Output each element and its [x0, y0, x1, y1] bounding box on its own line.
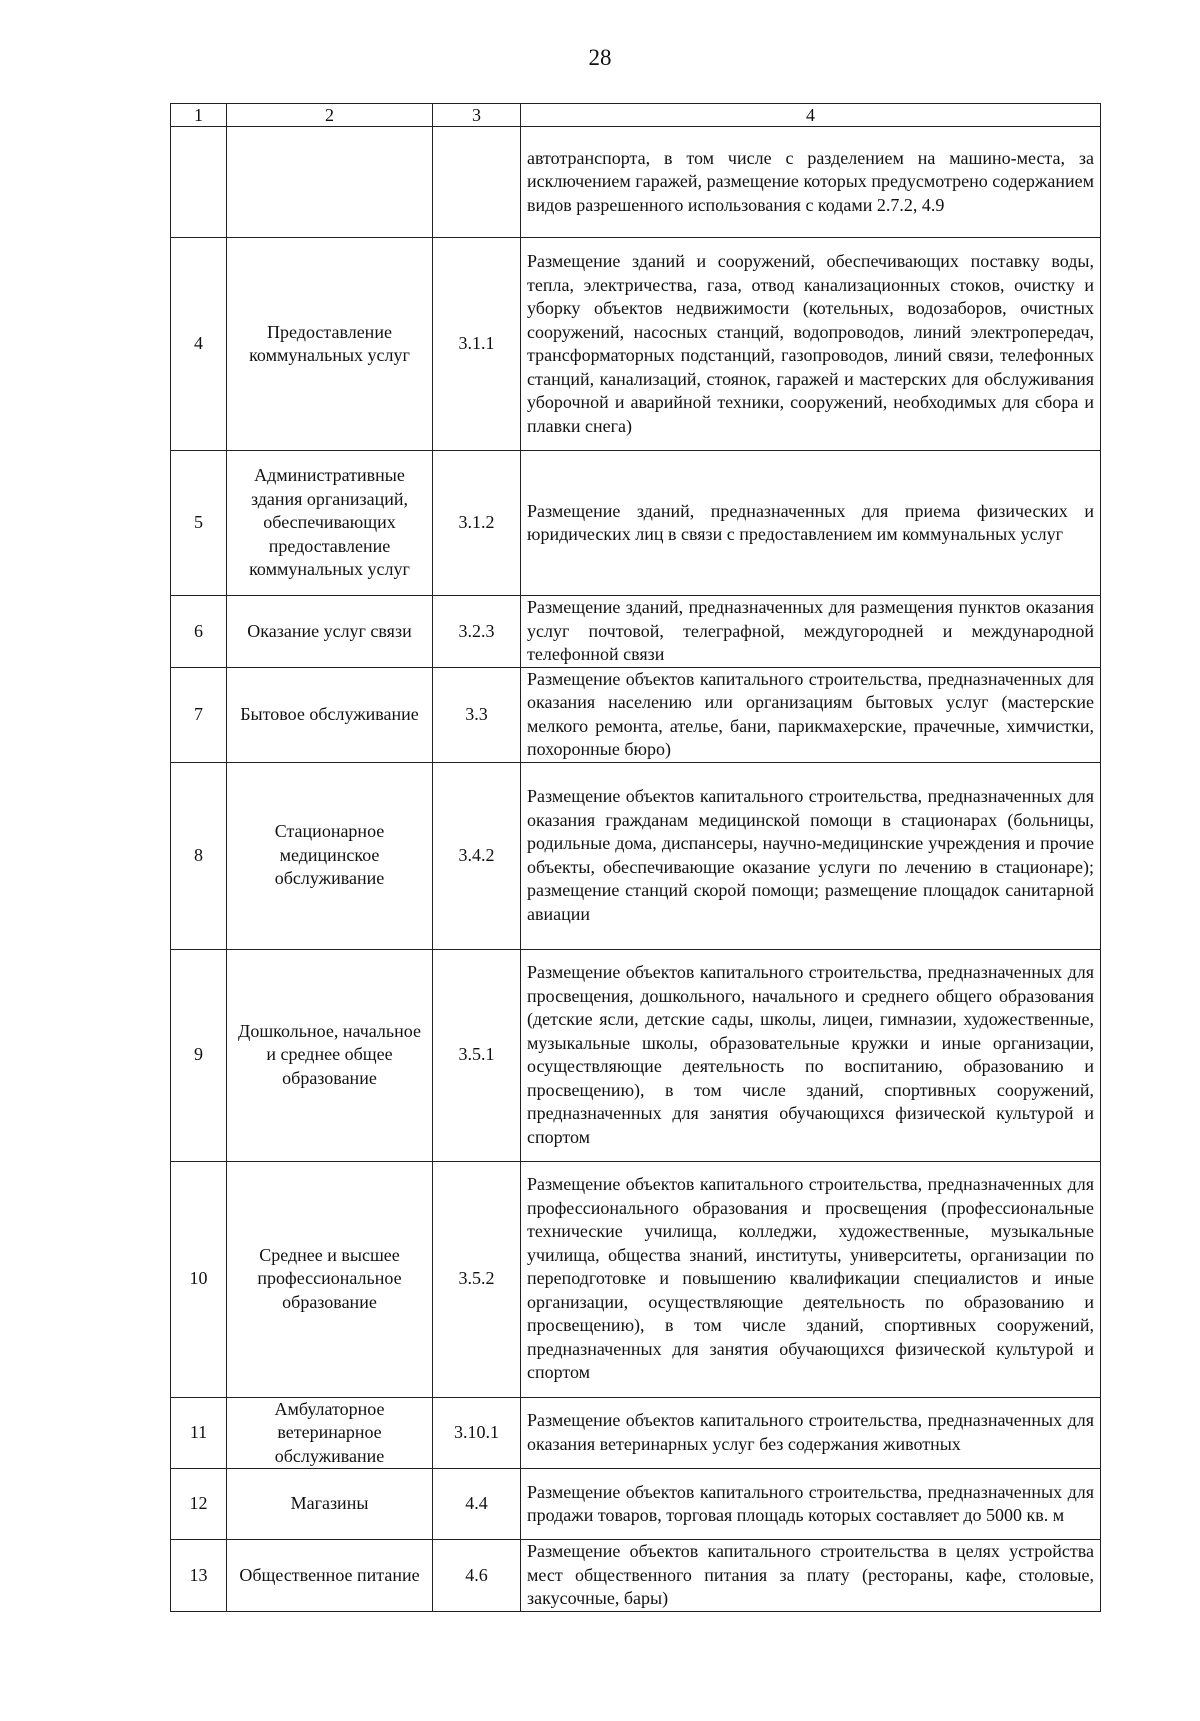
table-header-row: [171, 104, 1101, 127]
column-header-2: 2: [227, 104, 433, 127]
column-header-3: 3: [433, 104, 521, 127]
land-use-name: Бытовое обслуживание: [227, 667, 433, 762]
land-use-name: [227, 127, 433, 238]
table-row: [171, 451, 1101, 596]
land-use-code: 3.2.3: [433, 596, 521, 668]
land-use-code: 3.4.2: [433, 762, 521, 949]
land-use-description: Размещение объектов капитального строительства, предназначенных для оказания гражданам медицинской помощи в стационарах (больницы, родильные дома, диспансеры, научно-медицинские учреждения и прочие объекты, обеспечивающие оказание услуги по лечению в стационаре); размещение станций скорой помощи; размещение площадок санитарной авиации: [521, 762, 1101, 949]
land-use-description: Размещение объектов капитального строительства, предназначенных для профессионального образования и просвещения (профессиональные технические училища, колледжи, художественные, музыкальные училища, общества знаний, институты, университеты, организации по переподготовке и повышению квалификации специалистов и иные организации, осуществляющие деятельность по образованию и просвещению), в том числе зданий, спортивных сооружений, предназначенных для занятия обучающихся физической культурой и спортом: [521, 1161, 1101, 1397]
table-row: [171, 667, 1101, 762]
land-use-name: Стационарное медицинское обслуживание: [227, 762, 433, 949]
land-use-code: 3.1.2: [433, 451, 521, 596]
land-use-description: Размещение объектов капитального строительства, предназначенных для оказания населению или организациям бытовых услуг (мастерские мелкого ремонта, ателье, бани, парикмахерские, прачечные, химчистки, похоронные бюро): [521, 667, 1101, 762]
land-use-name: Общественное питание: [227, 1540, 433, 1612]
column-header-1: 1: [171, 104, 227, 127]
table-row: [171, 238, 1101, 451]
land-use-name: Оказание услуг связи: [227, 596, 433, 668]
row-number: 12: [171, 1469, 227, 1540]
table-row: [171, 1469, 1101, 1540]
table-row: [171, 127, 1101, 238]
table-row: [171, 1540, 1101, 1612]
land-use-description: Размещение зданий, предназначенных для размещения пунктов оказания услуг почтовой, телеграфной, междугородней и международной телефонной связи: [521, 596, 1101, 668]
land-use-name: Магазины: [227, 1469, 433, 1540]
land-use-name: Амбулаторное ветеринарное обслуживание: [227, 1397, 433, 1469]
land-use-description: Размещение зданий, предназначенных для приема физических и юридических лиц в связи с предоставлением им коммунальных услуг: [521, 451, 1101, 596]
land-use-description: Размещение объектов капитального строительства, предназначенных для продажи товаров, торговая площадь которых составляет до 5000 кв. м: [521, 1469, 1101, 1540]
row-number: 4: [171, 238, 227, 451]
row-number: 7: [171, 667, 227, 762]
land-use-description: Размещение объектов капитального строительства в целях устройства мест общественного питания за плату (рестораны, кафе, столовые, закусочные, бары): [521, 1540, 1101, 1612]
land-use-code: 4.4: [433, 1469, 521, 1540]
land-use-description: автотранспорта, в том числе с разделением на машино-места, за исключением гаражей, размещение которых предусмотрено содержанием видов разрешенного использования с кодами 2.7.2, 4.9: [521, 127, 1101, 238]
land-use-description: Размещение объектов капитального строительства, предназначенных для просвещения, дошкольного, начального и среднего общего образования (детские ясли, детские сады, школы, лицеи, гимназии, художественные, музыкальные школы, образовательные кружки и иные организации, осуществляющие деятельность по воспитанию, образованию и просвещению), в том числе зданий, спортивных сооружений, предназначенных для занятия обучающихся физической культурой и спортом: [521, 949, 1101, 1161]
land-use-name: Среднее и высшее профессиональное образование: [227, 1161, 433, 1397]
row-number: [171, 127, 227, 238]
land-use-description: Размещение объектов капитального строительства, предназначенных для оказания ветеринарных услуг без содержания животных: [521, 1397, 1101, 1469]
land-use-code: 3.10.1: [433, 1397, 521, 1469]
column-header-4: 4: [521, 104, 1101, 127]
row-number: 11: [171, 1397, 227, 1469]
land-use-name: Дошкольное, начальное и среднее общее образование: [227, 949, 433, 1161]
land-use-table: [170, 103, 1101, 1612]
table-row: [171, 1161, 1101, 1397]
land-use-name: Предоставление коммунальных услуг: [227, 238, 433, 451]
table-row: [171, 762, 1101, 949]
land-use-name: Административные здания организаций, обеспечивающих предоставление коммунальных услуг: [227, 451, 433, 596]
row-number: 10: [171, 1161, 227, 1397]
land-use-code: 3.5.2: [433, 1161, 521, 1397]
row-number: 8: [171, 762, 227, 949]
land-use-code: 3.3: [433, 667, 521, 762]
land-use-code: 3.5.1: [433, 949, 521, 1161]
land-use-description: Размещение зданий и сооружений, обеспечивающих поставку воды, тепла, электричества, газа, отвод канализационных стоков, очистку и уборку объектов недвижимости (котельных, водозаборов, очистных сооружений, насосных станций, водопроводов, линий электропередач, трансформаторных подстанций, газопроводов, линий связи, телефонных станций, канализаций, стоянок, гаражей и мастерских для обслуживания уборочной и аварийной техники, сооружений, необходимых для сбора и плавки снега): [521, 238, 1101, 451]
row-number: 5: [171, 451, 227, 596]
page-number: 28: [588, 45, 612, 70]
table-row: [171, 1397, 1101, 1469]
row-number: 9: [171, 949, 227, 1161]
row-number: 13: [171, 1540, 227, 1612]
land-use-code: 3.1.1: [433, 238, 521, 451]
land-use-code: [433, 127, 521, 238]
row-number: 6: [171, 596, 227, 668]
land-use-code: 4.6: [433, 1540, 521, 1612]
table-row: [171, 949, 1101, 1161]
table-row: [171, 596, 1101, 668]
